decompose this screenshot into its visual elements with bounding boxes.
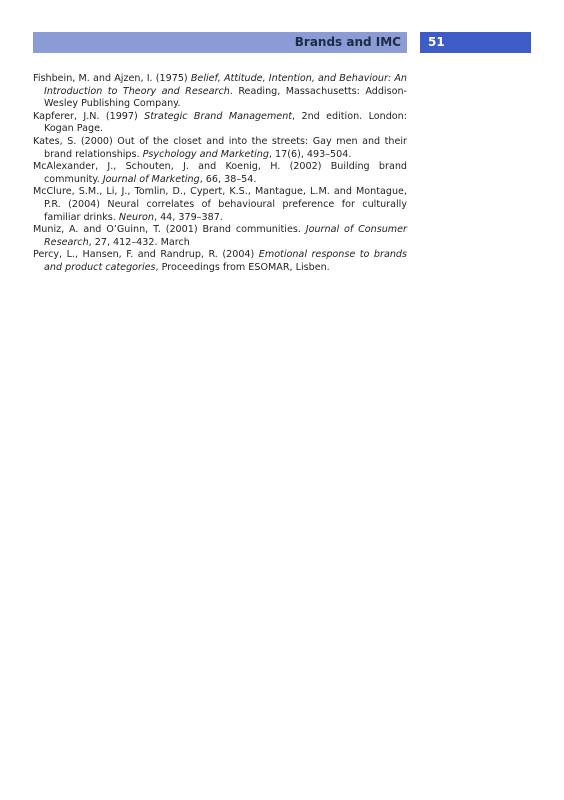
reference-entry [33, 224, 407, 249]
reference-title: Neuron [118, 211, 154, 223]
reference-text: Muniz, A. and O’Guinn, T. (2001) Brand communities. [33, 224, 306, 236]
reference-text: Kates, S. (2000) Out of the closet and into the streets: Gay men and their brand relationships. [33, 135, 407, 160]
reference-title: Psychology and Marketing [142, 148, 269, 160]
reference-title: Journal of Consumer Research [44, 224, 407, 248]
reference-text: , 66, 38–54. [199, 173, 257, 185]
reference-text: , 17(6), 493–504. [268, 148, 352, 160]
page-number: 51 [428, 35, 445, 49]
reference-entry [33, 161, 407, 186]
reference-text: . Reading, Massachusetts: Addison-Wesley Publishing Company. [44, 85, 407, 110]
reference-title: Belief, Attitude, Intention, and Behaviour: An Introduction to Theory and Research [44, 73, 408, 97]
reference-text: McAlexander, J., Schouten, J. and Koenig, H. (2002) Building brand community. [33, 161, 407, 185]
reference-text: Kapferer, J.N. (1997) [33, 110, 145, 122]
reference-entry [33, 73, 407, 111]
reference-title: Strategic Brand Management [144, 110, 293, 122]
reference-entry [33, 249, 407, 274]
reference-text: , 44, 379–387. [153, 211, 223, 223]
reference-entry [33, 136, 407, 161]
reference-list [33, 73, 407, 275]
reference-title: Journal of Marketing [102, 173, 200, 185]
running-header-bar [33, 32, 407, 53]
reference-text: McClure, S.M., Li, J., Tomlin, D., Cypert, K.S., Mantague, L.M. and Montague, P.R. (2004) Neural correlates of behavioural preference for culturally familiar drinks. [33, 186, 407, 223]
reference-text: Percy, L., Hansen, F. and Randrup, R. (2004) [33, 249, 259, 261]
reference-entry [33, 186, 407, 224]
reference-text: , 2nd edition. London: Kogan Page. [44, 110, 407, 135]
reference-text: Fishbein, M. and Ajzen, I. (1975) [33, 73, 191, 84]
reference-text: , Proceedings from ESOMAR, Lisben. [155, 261, 330, 273]
reference-text: , 27, 412–432. March [88, 236, 190, 248]
page-number-box [420, 32, 531, 53]
running-title: Brands and IMC [294, 35, 401, 49]
reference-title: Emotional response to brands and product categories [44, 249, 407, 273]
reference-entry [33, 111, 407, 136]
